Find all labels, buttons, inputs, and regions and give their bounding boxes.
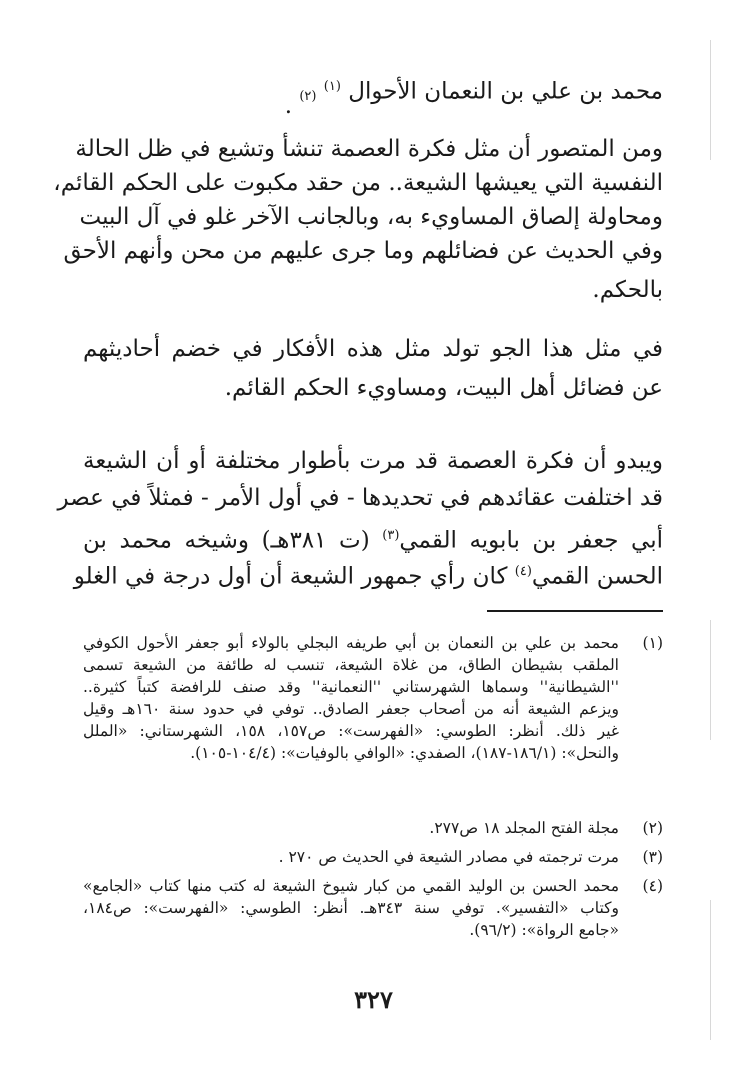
paragraph-1-line: وفي الحديث عن فضائلهم وما جرى عليهم من محن وأنهم الأحق: [63, 238, 663, 264]
paragraph-1-line: ومحاولة إلصاق المساويء به، وبالجانب الآخر غلو في آل البيت: [79, 204, 663, 230]
paragraph-3-line: [83, 521, 663, 556]
footnote-line: محمد الحسن بن الوليد القمي من كبار شيوخ الشيعة له كتب منها كتاب «الجامع»: [83, 877, 619, 895]
paragraph-3-text: أبي جعفر بن بابويه القمي: [399, 527, 664, 554]
page-number: ٣٢٧: [354, 985, 393, 1014]
paragraph-2-line: عن فضائل أهل البيت، ومساويء الحكم القائم.: [224, 375, 663, 401]
footnote-line: «جامع الرواة»: (٩٦/٢).: [469, 921, 619, 939]
footnote-body: [83, 875, 619, 941]
footnote-line: والنحل»: (١٨٦/١-١٨٧)، الصفدي: «الوافي بالوفيات»: (١٠٤/٤-١٠٥).: [190, 744, 619, 762]
footnote-line: مرت ترجمته في مصادر الشيعة في الحديث ص ٢٧٠ .: [278, 848, 619, 866]
footnote-ref-2[interactable]: (٢): [299, 89, 317, 104]
paragraph-3-text: (ت ٣٨١هـ) وشيخه محمد بن: [83, 527, 370, 554]
paragraph-2-line: في مثل هذا الجو تولد مثل هذه الأفكار في خضم أحاديثهم: [83, 336, 663, 362]
continuation-line: [83, 72, 663, 119]
footnote-line: الملقب بشيطان الطاق، من غلاة الشيعة، تنسب له طائفة من الشيعة تسمى: [83, 656, 619, 674]
continuation-period: .: [284, 92, 293, 119]
scan-edge-mark: [710, 900, 711, 1040]
paragraph-1-line: النفسية التي يعيشها الشيعة.. من حقد مكبوت على الحكم القائم،: [53, 170, 663, 196]
paragraph-3-line: ويبدو أن فكرة العصمة قد مرت بأطوار مختلفة أو أن الشيعة: [83, 448, 663, 474]
footnote-line: محمد بن علي بن النعمان بن أبي طريفه البجلي بالولاء أبو جعفر الأحول الكوفي: [83, 634, 619, 652]
paragraph-3-text: الحسن القمي: [531, 563, 663, 590]
footnote-line: وكتاب «التفسير». توفي سنة ٣٤٣هـ. أنظر: الطوسي: «الفهرست»: ص١٨٤،: [83, 899, 619, 917]
footnote-body: [83, 632, 619, 764]
footnote-body: [83, 846, 619, 868]
paragraph-3-text: كان رأي جمهور الشيعة أن أول درجة في الغلو: [73, 563, 508, 590]
paragraph-1-line: ومن المتصور أن مثل فكرة العصمة تنشأ وتشيع في ظل الحالة: [75, 136, 663, 162]
footnote-body: [83, 817, 619, 839]
footnote-line: مجلة الفتح المجلد ١٨ ص٢٧٧.: [429, 819, 619, 837]
footnote-number: (١): [642, 634, 663, 652]
footnote-number: (٣): [642, 848, 663, 866]
footnote-number: (٢): [642, 819, 663, 837]
paragraph-1-line: بالحكم.: [592, 277, 663, 303]
footnote-ref-3[interactable]: (٣): [382, 528, 400, 543]
scan-edge-mark: [710, 40, 711, 160]
continuation-text: محمد بن علي بن النعمان الأحوال: [348, 78, 663, 105]
footnote-ref-1[interactable]: (١): [323, 79, 341, 94]
footnote-line: ''الشيطانية'' وسماها الشهرستاني ''النعمانية'' وقد صنف للرافضة كتباً كثيرة..: [83, 678, 619, 696]
scan-edge-mark: [710, 620, 711, 740]
footnote-number: (٤): [642, 877, 663, 895]
footnote-line: غير ذلك. أنظر: الطوسي: «الفهرست»: ص١٥٧، ١٥٨، الشهرستاني: «الملل: [83, 722, 619, 740]
paragraph-3-line: [73, 557, 663, 592]
footnote-ref-4[interactable]: (٤): [514, 564, 532, 579]
footnote-line: ويزعم الشيعة أنه من أصحاب جعفر الصادق.. توفي في حدود سنة ١٦٠هـ وقيل: [83, 700, 619, 718]
paragraph-3-line: قد اختلفت عقائدهم في تحديدها - في أول الأمر - فمثلاً في عصر: [57, 485, 663, 511]
footnote-separator: [487, 610, 663, 612]
